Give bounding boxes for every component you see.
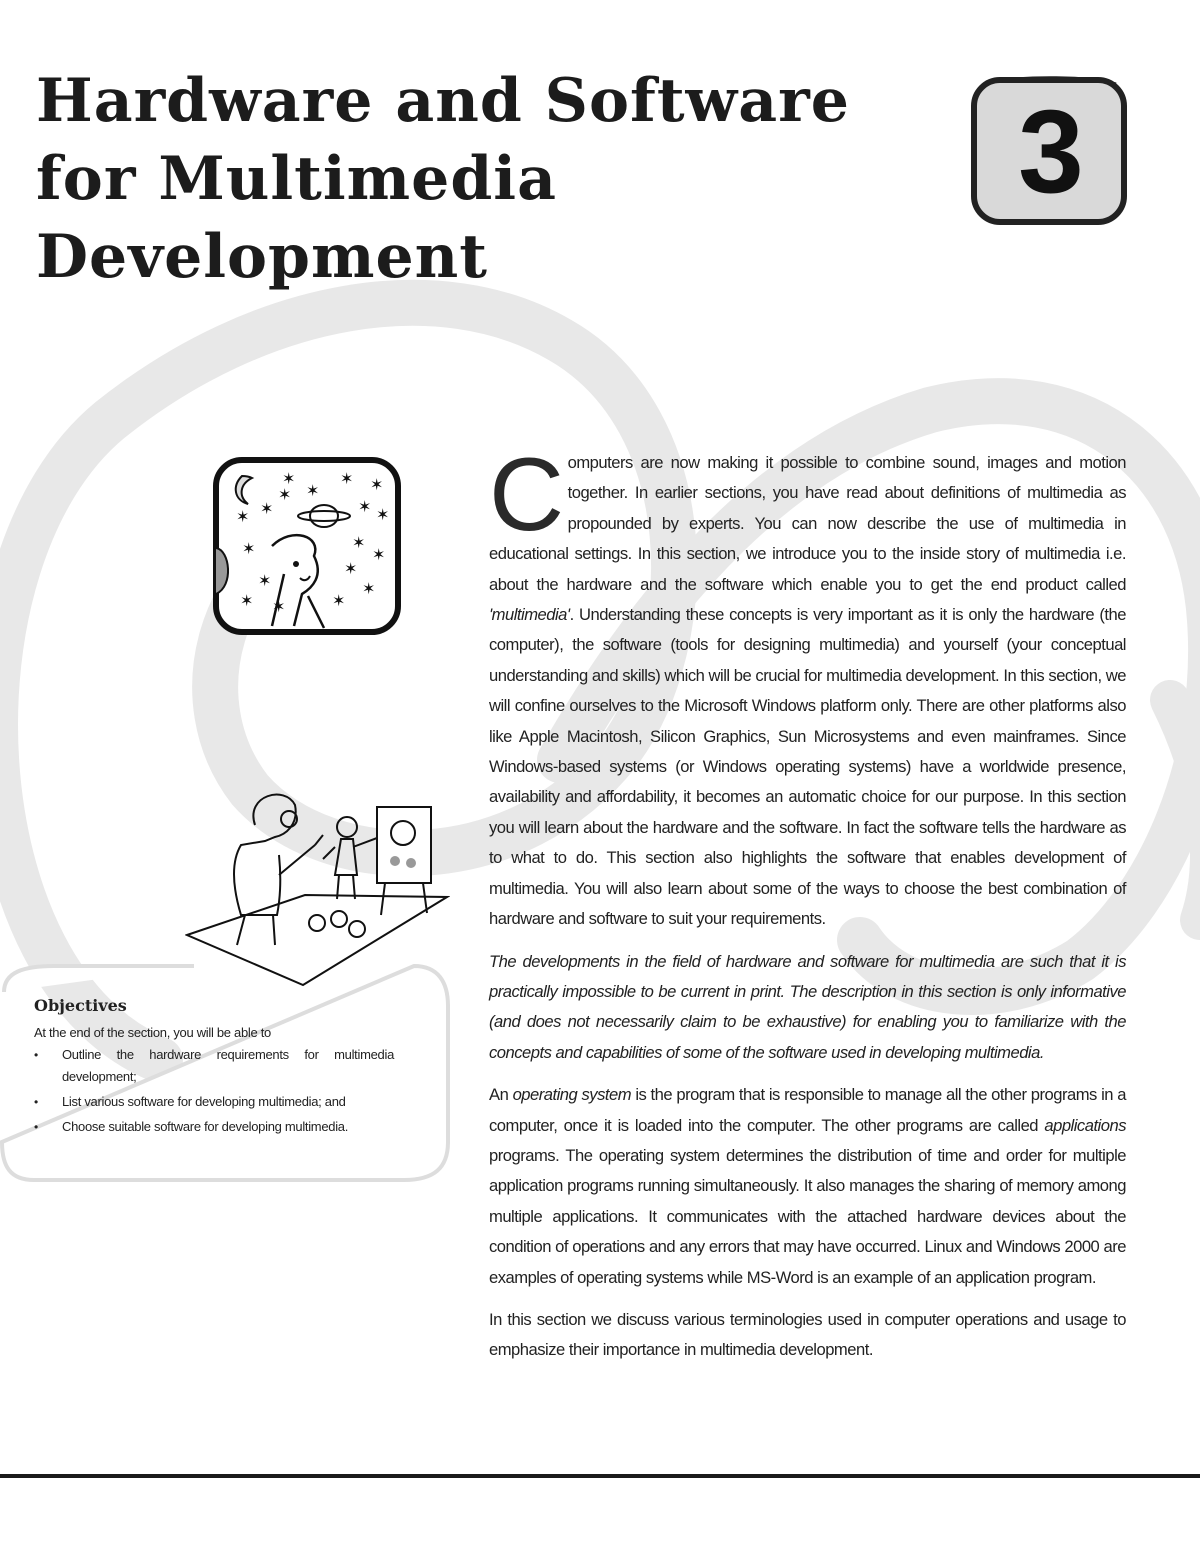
objective-item xyxy=(34,1116,394,1138)
multimedia-term: 'multimedia' xyxy=(489,605,570,625)
terminology-paragraph: In this section we discuss various terminologies used in computer operations and usage to emphasize their importance in multimedia development. xyxy=(489,1309,1126,1360)
operating-system-paragraph xyxy=(489,1080,1126,1293)
bullet-icon: • xyxy=(34,1120,38,1134)
svg-text:✶: ✶ xyxy=(372,545,386,564)
objective-item xyxy=(34,1044,394,1088)
svg-text:✶: ✶ xyxy=(278,485,292,504)
operating-system-term: operating system xyxy=(512,1085,632,1105)
svg-text:✶: ✶ xyxy=(240,591,254,610)
svg-text:✶: ✶ xyxy=(376,505,390,524)
intro-paragraph-text: omputers are now making it possible to combine sound, images and motion together. In earlier sections, you have read about definitions of multimedia as propounded by experts. You can now describe the use of multimedia in educational settings. In this section, we introduce you to the inside story of multimedia i.e. about the hardware and the software which enable you to get the end product called xyxy=(489,453,1126,594)
title-line-1: Hardware and Software xyxy=(36,66,850,136)
svg-text:✶: ✶ xyxy=(258,571,272,590)
chapter-number: 3 xyxy=(1018,86,1084,218)
objectives-intro: At the end of the section, you will be able to xyxy=(34,1025,271,1040)
svg-text:✶: ✶ xyxy=(370,475,384,494)
objective-text: Outline the hardware requirements for multimedia development; xyxy=(62,1047,394,1084)
svg-text:✶: ✶ xyxy=(352,533,366,552)
objectives-box xyxy=(0,962,452,1184)
applications-term: applications xyxy=(1044,1115,1126,1135)
objective-item xyxy=(34,1091,394,1113)
svg-text:✶: ✶ xyxy=(362,579,376,598)
os-paragraph-start: An xyxy=(489,1085,513,1105)
svg-text:✶: ✶ xyxy=(260,499,274,518)
svg-text:✶: ✶ xyxy=(242,539,256,558)
svg-text:✶: ✶ xyxy=(344,559,358,578)
svg-text:✶: ✶ xyxy=(282,469,296,488)
svg-text:✶: ✶ xyxy=(358,497,372,516)
svg-text:✶: ✶ xyxy=(340,469,354,488)
os-paragraph-end: programs. The operating system determines the distribution of time and order for multiple application programs running simultaneously. It also manages the sharing of memory among multiple applications. It communicates with the attached hardware devices about the condition of operations and any errors that may have occurred. Linux and Windows 2000 are examples of operating systems while MS-Word is an example of an application program. xyxy=(489,1145,1126,1287)
bullet-icon: • xyxy=(34,1048,38,1062)
bullet-icon: • xyxy=(34,1095,38,1109)
chapter-title xyxy=(36,62,936,296)
svg-text:✶: ✶ xyxy=(236,507,250,526)
svg-text:✶: ✶ xyxy=(272,597,286,616)
disclaimer-text: The developments in the field of hardware and software for multimedia are such that it is practically impossible to be current in print. The description in this section is only informative (and does not necessarily claim to be exhaustive) for enabling you to familiarize with the concepts and capabilities of some of the software used in developing multimedia. xyxy=(489,951,1126,1062)
os-paragraph-middle: is the program that is responsible to manage all the other programs in a computer, once it is loaded into the computer. The other programs are called xyxy=(489,1085,1126,1135)
teacher-student-easel-icon xyxy=(185,785,450,990)
svg-text:✶: ✶ xyxy=(332,591,346,610)
svg-text:✶: ✶ xyxy=(306,481,320,500)
drop-cap: C xyxy=(489,437,564,553)
footer-divider xyxy=(0,1474,1200,1478)
person-dreaming-stars-planets-icon xyxy=(212,456,402,636)
objective-text: List various software for developing multimedia; and xyxy=(62,1094,346,1109)
objectives-list xyxy=(34,1044,394,1138)
chapter-number-badge xyxy=(968,74,1134,230)
objective-text: Choose suitable software for developing multimedia. xyxy=(62,1119,349,1134)
intro-paragraph-tail: . Understanding these concepts is very important as it is only the hardware (the computer), the software (tools for designing multimedia) and yourself (your conceptual understanding and skills) which will be crucial for multimedia development. In this section, we will confine ourselves to the Microsoft Windows platform only. There are other platforms also like Apple Macintosh, Silicon Graphics, Sun Microsystems and even mainframes. Since Windows-based systems (or Windows operating systems) have a worldwide presence, availability and affordability, it becomes an automatic choice for our purpose. In this section you will learn about the hardware and the software. In fact the software tells the hardware as to what to do. This section also highlights the software that enables development of multimedia. You will also learn about some of the ways to choose the best combination of hardware and software to suit your requirements. xyxy=(489,605,1126,929)
title-line-3: Development xyxy=(36,222,489,292)
objectives-content xyxy=(34,996,394,1141)
objectives-heading: Objectives xyxy=(34,996,127,1015)
intro-paragraph xyxy=(489,437,1126,935)
title-line-2: for Multimedia xyxy=(36,144,557,214)
disclaimer-paragraph xyxy=(489,947,1126,1069)
main-body-text xyxy=(489,437,1126,1378)
